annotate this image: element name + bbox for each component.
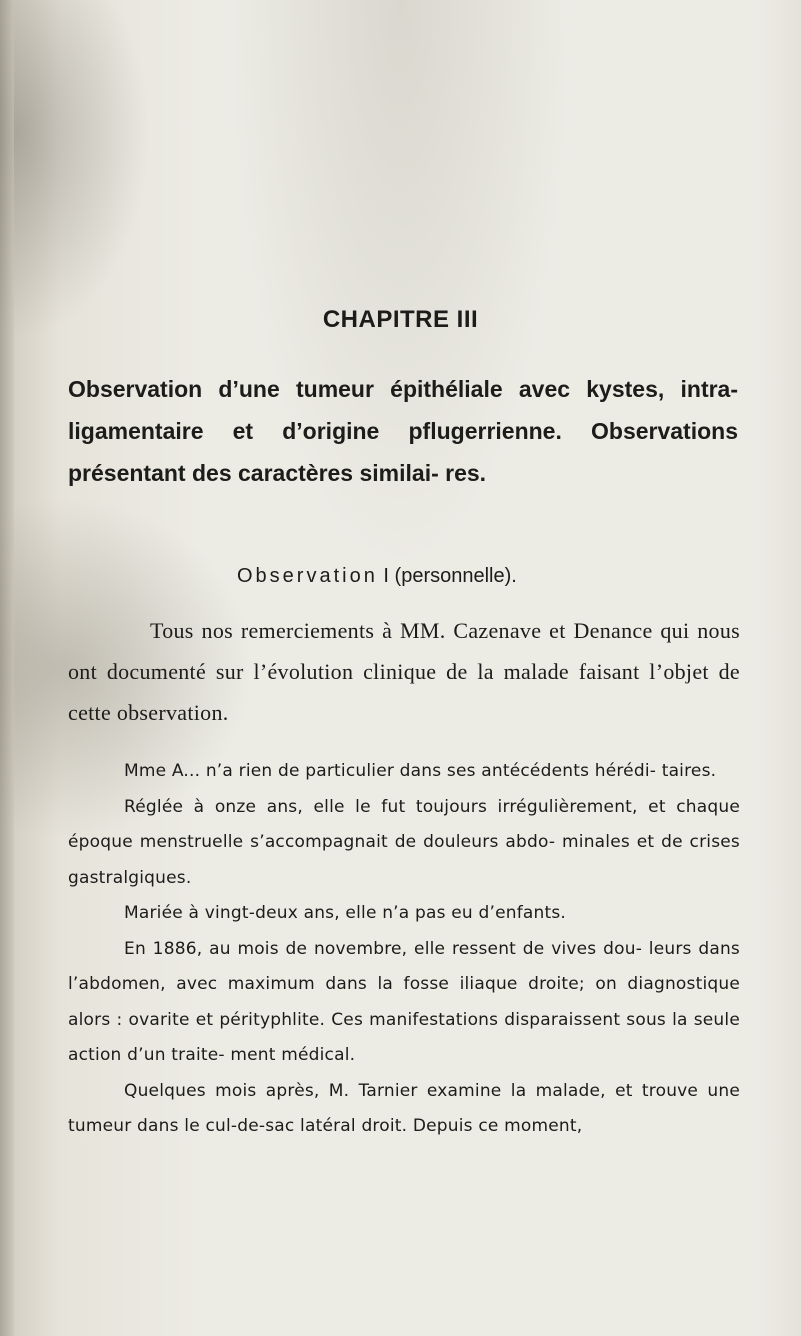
- paragraph-marriage: Mariée à vingt-deux ans, elle n’a pas eu d’enfants.: [124, 903, 567, 923]
- observation-label: [237, 565, 517, 588]
- case-text: [68, 754, 740, 1145]
- paragraph-menstruation: Réglée à onze ans, elle le fut toujours irrégulièrement, et chaque époque menstruelle s’accompagnait de douleurs abdo- minales et de crises gastralgiques.: [68, 796, 740, 888]
- observation-word: Observation: [237, 565, 378, 587]
- paragraph-tarnier: Quelques mois après, M. Tarnier examine la malade, et trouve une tumeur dans le cul-de-sac latéral droit. Depuis ce moment,: [68, 1080, 740, 1136]
- chapter-subtitle: Observation d’une tumeur épithéliale avec kystes, intra-ligamentaire et d’origine pflugerrienne. Observations présentant des caractères similai- res.: [68, 376, 738, 486]
- page-binding-shadow: [0, 0, 14, 1336]
- observation-qualifier: (personnelle).: [394, 565, 517, 587]
- paragraph-antecedents: Mme A... n’a rien de particulier dans ses antécédents hérédi- taires.: [124, 761, 717, 781]
- paragraph-1886: En 1886, au mois de novembre, elle ressent de vives dou- leurs dans l’abdomen, avec maximum dans la fosse iliaque droite; on diagnostique alors : ovarite et pérityphlite. Ces manifestations disparaissent sous la seule action d’un traite- ment médical.: [68, 938, 740, 1065]
- acknowledgement-paragraph: Tous nos remerciements à MM. Cazenave et Denance qui nous ont documenté sur l’évolution clinique de la malade faisant l’objet de cette observation.: [68, 618, 740, 725]
- observation-number: I: [383, 565, 389, 587]
- chapter-heading: CHAPITRE III: [322, 306, 479, 333]
